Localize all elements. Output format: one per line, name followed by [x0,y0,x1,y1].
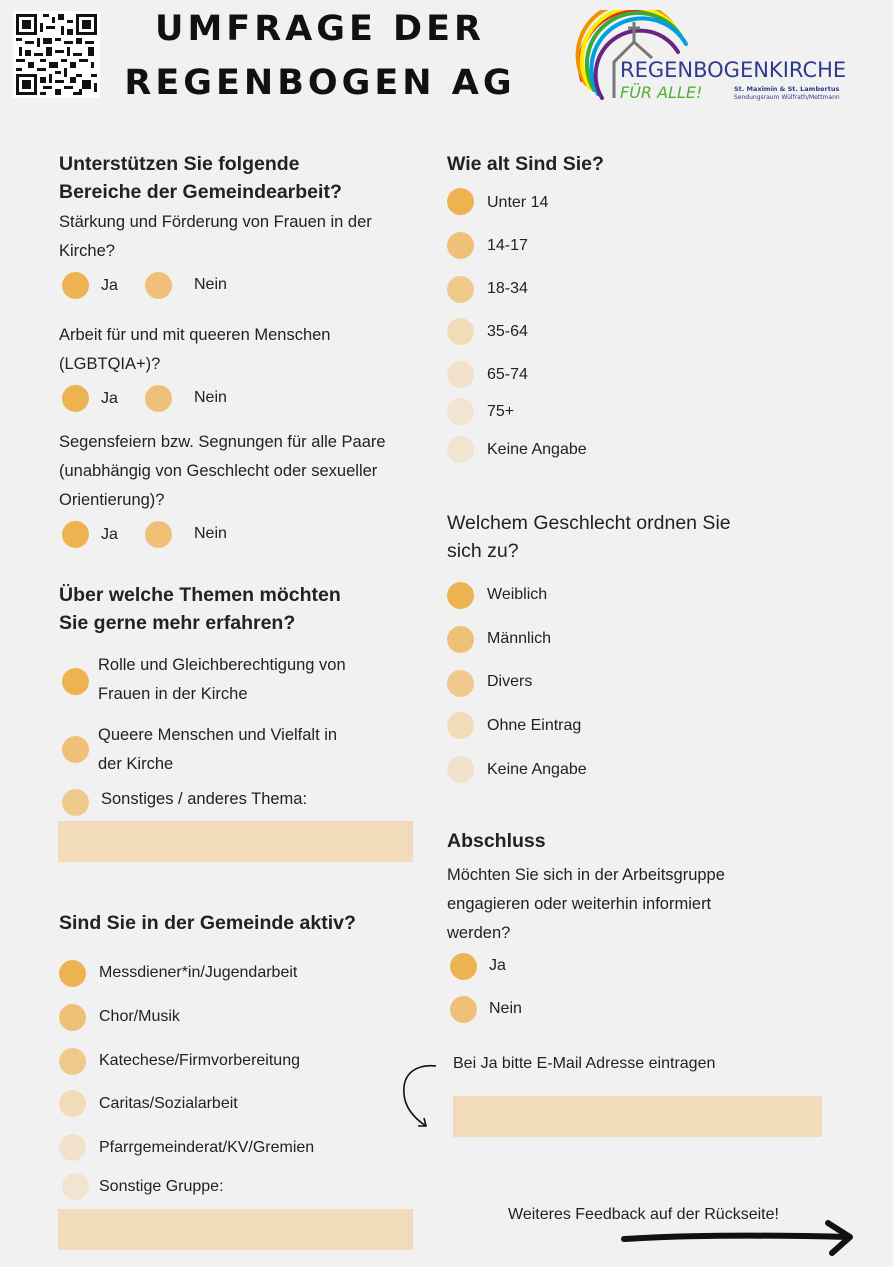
radio-q1-no[interactable] [145,272,172,299]
radio-q3-yes-label: Ja [101,526,118,543]
radio-age-7[interactable] [447,436,474,463]
radio-gender-5[interactable] [447,756,474,783]
radio-q1-yes[interactable] [62,272,89,299]
checkbox-active-4[interactable] [59,1090,86,1117]
radio-closing-no-label: Nein [489,1000,522,1017]
page-title [110,2,530,110]
active-other-input[interactable] [58,1209,413,1250]
radio-q3-yes[interactable] [62,521,89,548]
email-input[interactable] [453,1096,822,1137]
radio-age-2[interactable] [447,232,474,259]
active-option-2: Chor/Musik [99,1008,180,1025]
active-option-other: Sonstige Gruppe: [99,1178,224,1195]
regenbogenkirche-logo [574,10,884,105]
radio-q2-no-label: Nein [194,389,227,406]
topic-1-label: Rolle und Gleichberechtigung von Frauen in der Kirche [98,656,346,703]
radio-closing-yes[interactable] [450,953,477,980]
curved-arrow-icon [400,1062,440,1137]
checkbox-active-1[interactable] [59,960,86,987]
age-option-2: 14-17 [487,237,528,254]
age-section-title: Wie alt Sind Sie? [447,153,604,175]
title-line-1: UMFRAGE DER [155,9,485,49]
active-option-3: Katechese/Firmvorbereitung [99,1052,300,1069]
radio-q3-no-label: Nein [194,525,227,542]
logo-tagline: FÜR ALLE! [620,83,703,102]
logo-sub-2: Sendungsraum Wülfrath/Mettmann [734,94,840,101]
checkbox-active-2[interactable] [59,1004,86,1031]
age-option-5: 65-74 [487,366,528,383]
age-option-4: 35-64 [487,323,528,340]
topic-other-input[interactable] [58,821,413,862]
support-question-1: Stärkung und Förderung von Frauen in der Kirche? [59,213,372,260]
qr-code [13,11,100,98]
logo-name: REGENBOGENKIRCHE [620,58,847,82]
radio-gender-3[interactable] [447,670,474,697]
topic-2-label: Queere Menschen und Vielfalt in der Kirche [98,726,338,773]
age-option-3: 18-34 [487,280,528,297]
checkbox-topic-1[interactable] [62,668,89,695]
checkbox-active-5[interactable] [59,1134,86,1161]
email-hint: Bei Ja bitte E-Mail Adresse eintragen [453,1055,716,1072]
arrow-right-icon [620,1217,860,1266]
radio-q2-no[interactable] [145,385,172,412]
gender-section-title: Welchem Geschlecht ordnen Sie sich zu? [447,512,731,562]
radio-age-5[interactable] [447,361,474,388]
gender-option-3: Divers [487,673,533,690]
active-option-1: Messdiener*in/Jugendarbeit [99,964,298,981]
gender-option-2: Männlich [487,630,552,647]
support-question-2: Arbeit für und mit queeren Menschen (LGBTQIA+)? [59,326,331,373]
logo-sub-1: St. Maximin & St. Lambertus [734,85,840,93]
radio-gender-1[interactable] [447,582,474,609]
checkbox-topic-other[interactable] [62,789,89,816]
radio-age-1[interactable] [447,188,474,215]
checkbox-active-3[interactable] [59,1048,86,1075]
radio-q3-no[interactable] [145,521,172,548]
radio-gender-2[interactable] [447,626,474,653]
title-line-2: REGENBOGEN AG [124,63,516,103]
radio-closing-yes-label: Ja [489,957,506,974]
more-feedback-note: Weiteres Feedback auf der Rückseite! [508,1206,779,1223]
gender-option-1: Weiblich [487,586,548,603]
radio-q1-yes-label: Ja [101,277,118,294]
radio-closing-no[interactable] [450,996,477,1023]
age-option-1: Unter 14 [487,194,549,211]
active-option-4: Caritas/Sozialarbeit [99,1095,238,1112]
checkbox-topic-2[interactable] [62,736,89,763]
gender-option-4: Ohne Eintrag [487,717,582,734]
radio-age-3[interactable] [447,276,474,303]
radio-age-4[interactable] [447,318,474,345]
active-section-title: Sind Sie in der Gemeinde aktiv? [59,912,356,934]
checkbox-active-other[interactable] [62,1173,89,1200]
radio-age-6[interactable] [447,398,474,425]
active-option-5: Pfarrgemeinderat/KV/Gremien [99,1139,315,1156]
topic-other-label: Sonstiges / anderes Thema: [101,790,308,808]
age-option-6: 75+ [487,403,515,420]
radio-q1-no-label: Nein [194,276,227,293]
topics-section-title: Über welche Themen möchten Sie gerne mehr erfahren? [59,584,341,634]
radio-q2-yes-label: Ja [101,390,118,407]
support-question-3: Segensfeiern bzw. Segnungen für alle Paare (unabhängig von Geschlecht oder sexueller Orientierung)? [59,433,386,509]
closing-section-title: Abschluss [447,830,546,852]
gender-option-5: Keine Angabe [487,761,587,778]
radio-gender-4[interactable] [447,712,474,739]
radio-q2-yes[interactable] [62,385,89,412]
age-option-7: Keine Angabe [487,441,587,458]
closing-question: Möchten Sie sich in der Arbeitsgruppe engagieren oder weiterhin informiert werden? [447,866,725,942]
support-section-title: Unterstützen Sie folgende Bereiche der Gemeindearbeit? [59,153,342,203]
